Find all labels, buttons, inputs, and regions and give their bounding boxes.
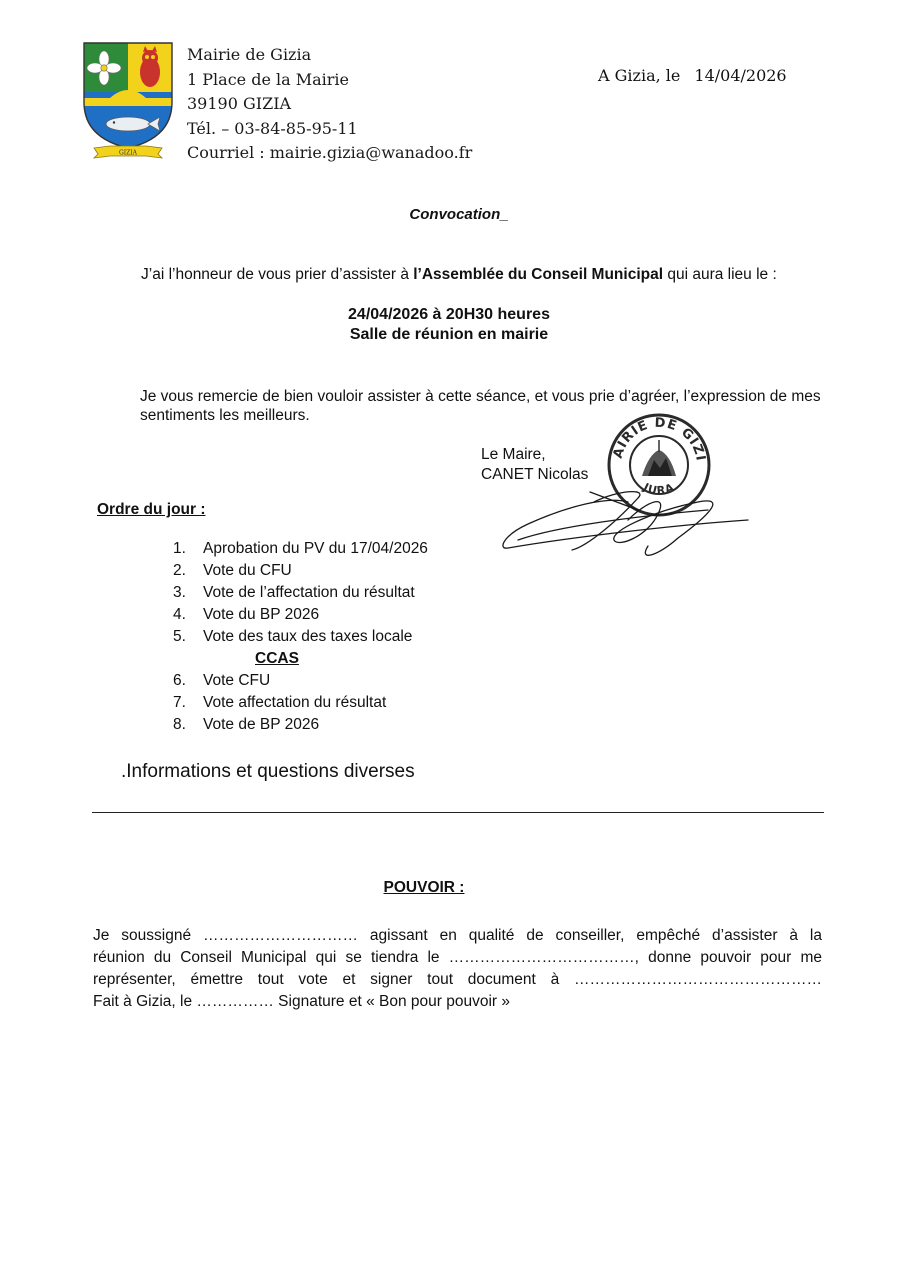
list-item: 7. Vote affectation du résultat bbox=[173, 694, 387, 711]
section-divider bbox=[92, 812, 824, 813]
proxy-line: Fait à Gizia, le …………… Signature et « Bon pour pouvoir » bbox=[93, 993, 510, 1010]
meeting-details bbox=[0, 305, 898, 345]
list-item: 2. Vote du CFU bbox=[173, 562, 292, 579]
municipal-crest-logo bbox=[80, 40, 176, 162]
date-label: A Gizia, le bbox=[598, 66, 681, 85]
list-item: 6. Vote CFU bbox=[173, 672, 271, 689]
signatory-role: Le Maire, bbox=[481, 446, 546, 463]
org-name: Mairie de Gizia bbox=[187, 45, 312, 64]
proxy-line: représenter, émettre tout vote et signer tout document à ………………………………………… bbox=[93, 971, 822, 988]
ccas-subheading: CCAS bbox=[255, 650, 299, 667]
intro-text-start: J’ai l’honneur de vous prier d’assister à bbox=[141, 266, 414, 283]
svg-text:MAIRIE DE GIZIA: AIRIE DE GIZI bbox=[610, 415, 708, 463]
document-date bbox=[598, 66, 787, 85]
proxy-line: réunion du Conseil Municipal qui se tiendra le ………………………………, donne pouvoir pour me bbox=[93, 949, 822, 966]
signatory-block bbox=[481, 445, 588, 484]
mairie-address-block bbox=[187, 43, 472, 166]
meeting-place: Salle de réunion en mairie bbox=[349, 326, 549, 343]
list-item: 5. Vote des taux des taxes locale bbox=[173, 628, 413, 645]
svg-text:GIZIA: GIZIA bbox=[118, 149, 138, 157]
intro-text-end: qui aura lieu le : bbox=[663, 266, 777, 283]
agenda-heading: Ordre du jour : bbox=[97, 501, 206, 518]
date-value: 14/04/2026 bbox=[694, 66, 787, 85]
document-title: Convocation_ bbox=[409, 206, 509, 223]
signatory-name: CANET Nicolas bbox=[481, 465, 589, 483]
proxy-line: Je soussigné ………………………… agissant en qualité de conseiller, empêché d’assister à la bbox=[93, 927, 822, 944]
svg-text:JURA: JURA bbox=[641, 480, 677, 498]
closing-paragraph: Je vous remercie de bien vouloir assister à cette séance, et vous prie d’agréer, l’expression de mes sentiments les meilleurs. bbox=[140, 388, 821, 424]
list-item: 3. Vote de l’affectation du résultat bbox=[173, 584, 415, 601]
list-item: 4. Vote du BP 2026 bbox=[173, 606, 320, 623]
intro-assembly-name: l’Assemblée du Conseil Municipal bbox=[413, 266, 664, 283]
phone: Tél. – 03-84-85-95-11 bbox=[187, 118, 358, 138]
address-line: 1 Place de la Mairie bbox=[187, 69, 350, 89]
list-item: 1. Aprobation du PV du 17/04/2026 bbox=[173, 540, 428, 557]
meeting-datetime: 24/04/2026 à 20H30 heures bbox=[348, 306, 550, 323]
email: Courriel : mairie.gizia@wanadoo.fr bbox=[187, 143, 473, 162]
postal-code: 39190 GIZIA bbox=[187, 94, 292, 113]
agenda-list bbox=[173, 538, 428, 736]
proxy-heading: POUVOIR : bbox=[383, 879, 465, 896]
intro-paragraph bbox=[141, 266, 777, 284]
list-item: 8. Vote de BP 2026 bbox=[173, 716, 320, 733]
mayor-signature bbox=[498, 480, 754, 570]
proxy-form bbox=[93, 925, 822, 1013]
misc-information-line: .Informations et questions diverses bbox=[121, 761, 415, 782]
